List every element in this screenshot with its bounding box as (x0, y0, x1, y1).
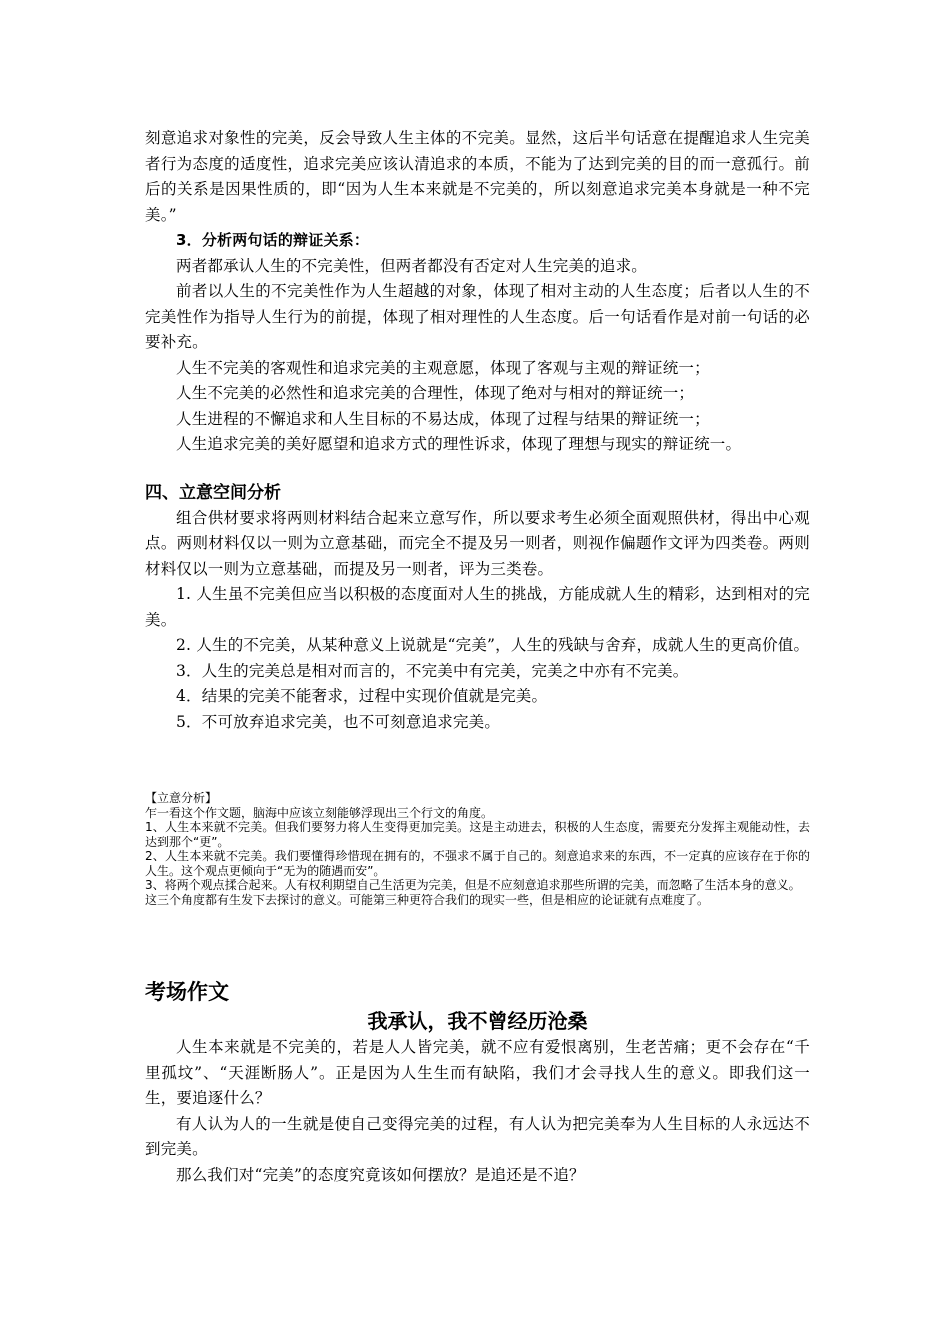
analysis-block (145, 791, 810, 907)
list-item: 4．结果的完美不能奢求，过程中实现价值就是完美。 (176, 687, 548, 705)
paragraph: 刻意追求对象性的完美，反会导致人生主体的不完美。显然，这后半句话意在提醒追求人生完美者行为态度的适度性，追求完美应该认清追求的本质，不能为了达到完美的目的而一意孤行。前后的关系是因果性质的，即“因为人生本来就是不完美的，所以刻意追求完美本身就是一种不完美。” (145, 129, 810, 224)
list-item: 2. 人生的不完美，从某种意义上说就是“完美”，人生的残缺与舍弃，成就人生的更高价值。 (176, 636, 810, 654)
subheading: 3．分析两句话的辩证关系： (176, 231, 370, 249)
list-item: 1. 人生虽不完美但应当以积极的态度面对人生的挑战，方能成就人生的精彩，达到相对的完美。 (145, 585, 810, 629)
paragraph: 前者以人生的不完美性作为人生超越的对象，体现了相对主动的人生态度；后者以人生的不完美性作为指导人生行为的前提，体现了相对理性的人生态度。后一句话看作是对前一句话的必要补充。 (145, 282, 810, 351)
paragraph: 人生不完美的必然性和追求完美的合理性，体现了绝对与相对的辩证统一； (176, 384, 695, 402)
analysis-line: 这三个角度都有生发下去探讨的意义。可能第三种更符合我们的现实一些，但是相应的论证就有点难度了。 (145, 892, 710, 907)
paragraph: 两者都承认人生的不完美性，但两者都没有否定对人生完美的追求。 (176, 256, 648, 275)
list-item: 5．不可放弃追求完美，也不可刻意追求完美。 (176, 712, 501, 731)
analysis-line: 乍一看这个作文题，脑海中应该立刻能够浮现出三个行文的角度。 (145, 805, 494, 820)
section-heading: 四、立意空间分析 (145, 482, 281, 503)
paragraph: 人生本来就是不完美的，若是人人皆完美，就不应有爱恨离别，生老苦痛；更不会存在“千里孤坟”、“天涯断肠人”。正是因为人生生而有缺陷，我们才会寻找人生的意义。即我们这一生，要追逐什么？ (145, 1038, 810, 1107)
analysis-line: 2、人生本来就不完美。我们要懂得珍惜现在拥有的，不强求不属于自己的。刻意追求来的东西，不一定真的应该存在于你的人生。这个观点更倾向于“无为的随遇而安”。 (145, 849, 810, 878)
list-item: 3．人生的完美总是相对而言的，不完美中有完美，完美之中亦有不完美。 (176, 661, 689, 680)
section-heading: 考场作文 (145, 980, 229, 1004)
essay-title: 我承认，我不曾经历沧桑 (367, 1009, 588, 1033)
document-page (145, 126, 810, 1188)
paragraph: 有人认为人的一生就是使自己变得完美的过程，有人认为把完美奉为人生目标的人永远达不到完美。 (145, 1114, 810, 1158)
paragraph: 人生进程的不懈追求和人生目标的不易达成，体现了过程与结果的辩证统一； (176, 409, 710, 428)
analysis-line: 1、人生本来就不完美。但我们要努力将人生变得更加完美。这是主动进去，积极的人生态度，需要充分发挥主观能动性，去达到那个“更”。 (145, 820, 810, 849)
paragraph: 人生不完美的客观性和追求完美的主观意愿，体现了客观与主观的辩证统一； (176, 358, 710, 377)
paragraph: 人生追求完美的美好愿望和追求方式的理性诉求，体现了理想与现实的辩证统一。 (176, 435, 742, 453)
paragraph: 那么我们对“完美”的态度究竟该如何摆放？是追还是不追？ (176, 1165, 585, 1184)
analysis-line: 3、将两个观点揉合起来。人有权利期望自己生活更为完美，但是不应刻意追求那些所谓的完美，而忽略了生活本身的意义。 (145, 878, 801, 892)
analysis-line: 【立意分析】 (145, 791, 218, 805)
paragraph: 组合供材要求将两则材料结合起来立意写作，所以要求考生必须全面观照供材，得出中心观点。两则材料仅以一则为立意基础，而完全不提及另一则者，则视作偏题作文评为四类卷。两则材料仅以一则为立意基础，而提及另一则者，评为三类卷。 (145, 508, 810, 578)
